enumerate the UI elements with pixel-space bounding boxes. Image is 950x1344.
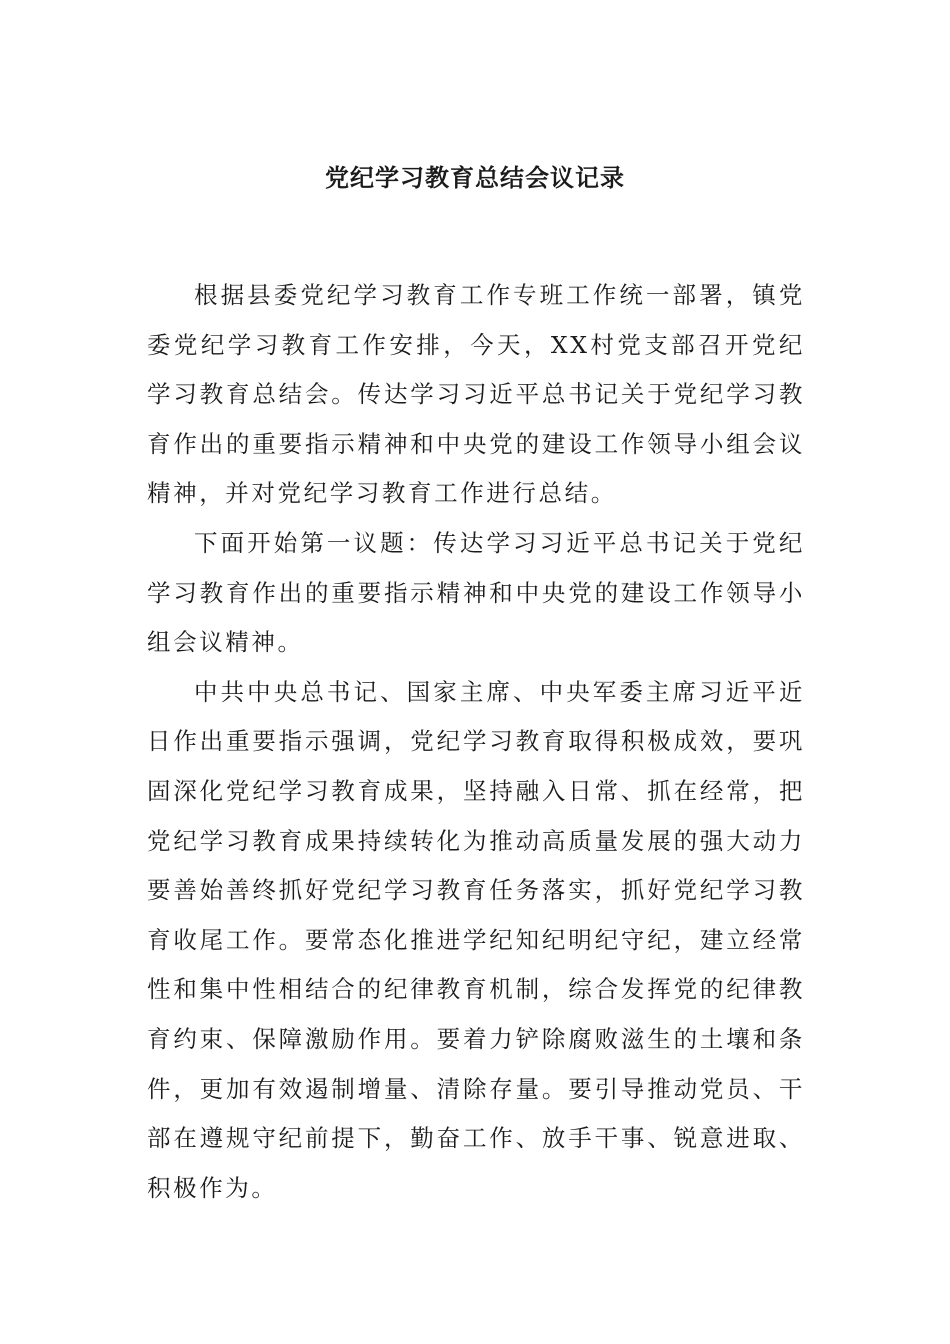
paragraph-instructions: 中共中央总书记、国家主席、中央军委主席习近平近日作出重要指示强调，党纪学习教育取得积极成效，要巩固深化党纪学习教育成果，坚持融入日常、抓在经常，把党纪学习教育成果持续转化为推动高质量发展的强大动力要善始善终抓好党纪学习教育任务落实，抓好党纪学习教育收尾工作。要常态化推进学纪知纪明纪守纪，建立经常性和集中性相结合的纪律教育机制，综合发挥党的纪律教育约束、保障激励作用。要着力铲除腐败滋生的土壤和条件，更加有效遏制增量、清除存量。要引导推动党员、干部在遵规守纪前提下，勤奋工作、放手干事、锐意进取、积极作为。 bbox=[147, 677, 805, 1202]
paragraph-intro: 根据县委党纪学习教育工作专班工作统一部署，镇党委党纪学习教育工作安排，今天，XX村党支部召开党纪学习教育总结会。传达学习习近平总书记关于党纪学习教育作出的重要指示精神和中央党的建设工作领导小组会议精神，并对党纪学习教育工作进行总结。 bbox=[147, 281, 805, 508]
paragraph-first-agenda: 下面开始第一议题：传达学习习近平总书记关于党纪学习教育作出的重要指示精神和中央党的建设工作领导小组会议精神。 bbox=[147, 528, 805, 657]
document-body bbox=[147, 271, 805, 1213]
document-title: 党纪学习教育总结会议记录 bbox=[325, 164, 625, 192]
